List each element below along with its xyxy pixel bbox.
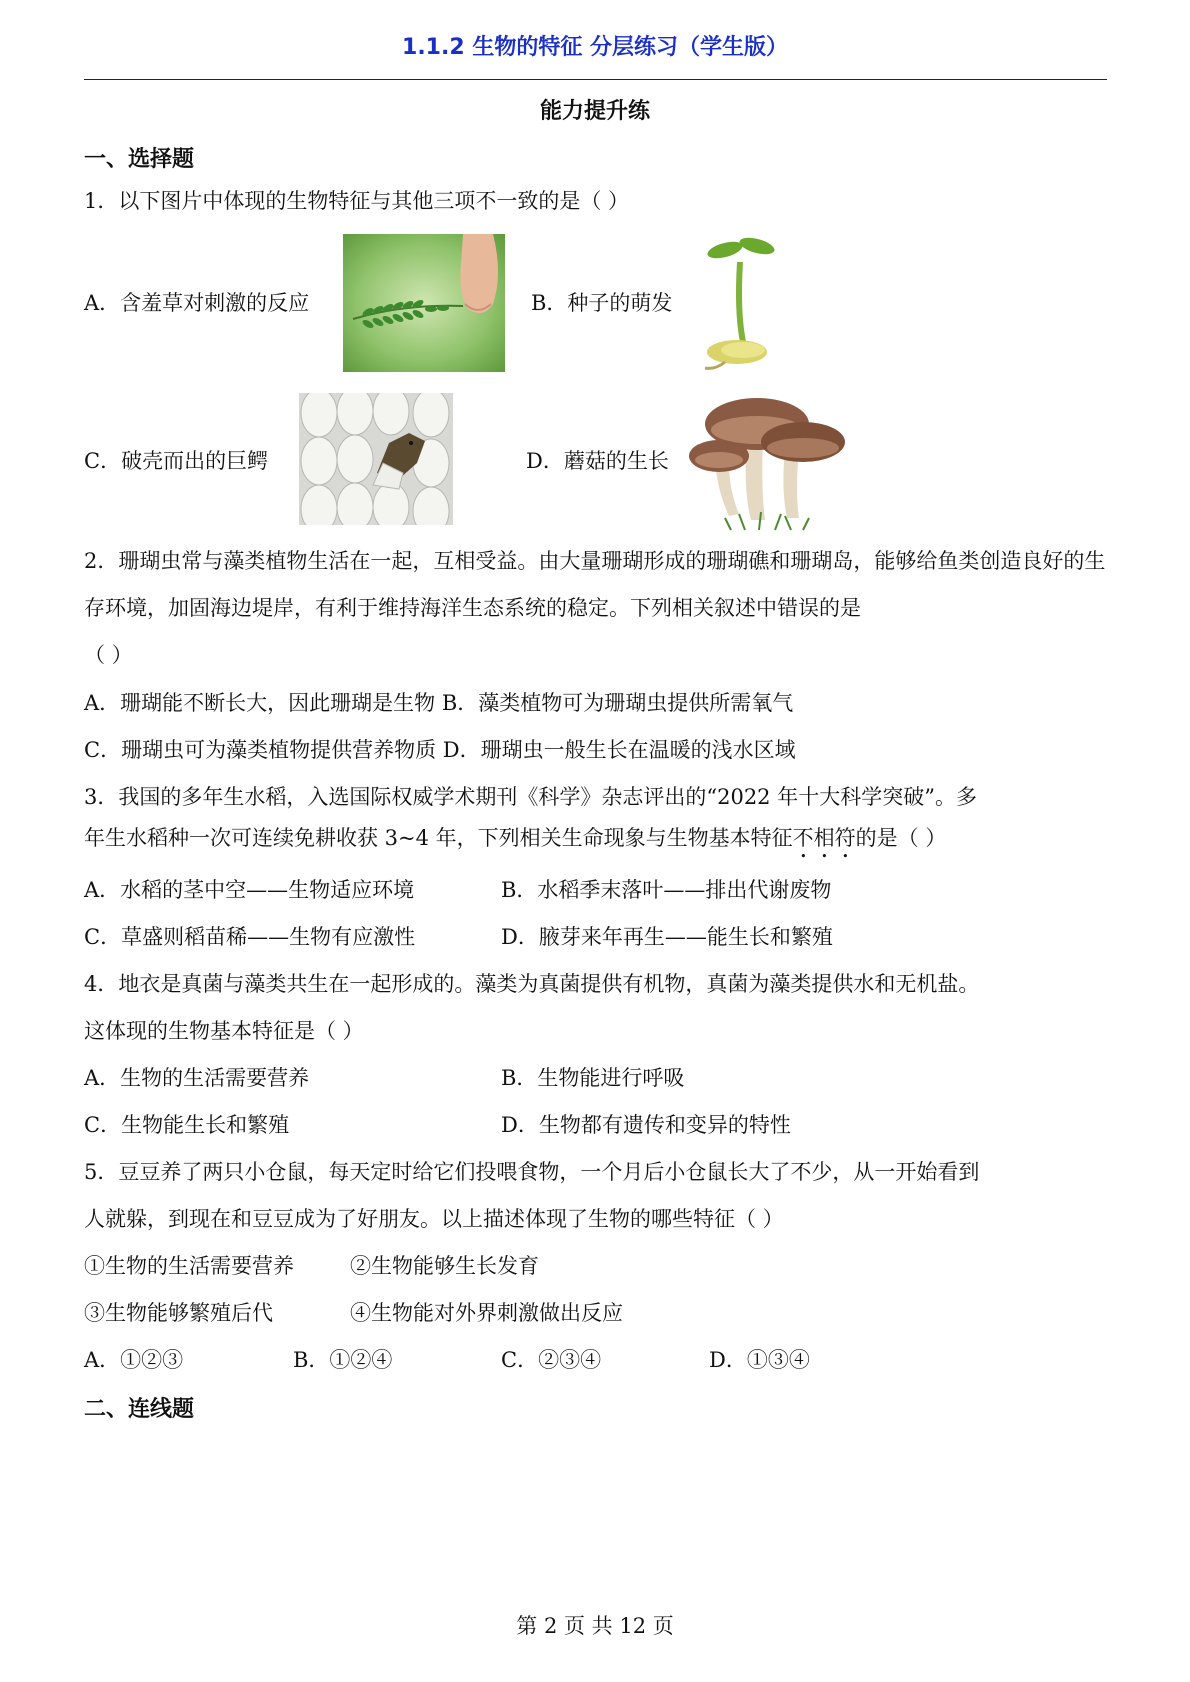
q1-option-b: B．种子的萌发 bbox=[531, 291, 673, 315]
mushroom-image bbox=[685, 390, 849, 534]
q3-stem-tail: 的是（ ） bbox=[855, 826, 947, 850]
q2-options-row1: A．珊瑚能不断长大，因此珊瑚是生物 B．藻类植物可为珊瑚虫提供所需氧气 bbox=[84, 691, 794, 715]
section-title: 能力提升练 bbox=[539, 99, 650, 124]
q3-option-a: A．水稻的茎中空——生物适应环境 bbox=[84, 878, 415, 902]
q5-statement-4: ④生物能对外界刺激做出反应 bbox=[350, 1301, 623, 1325]
crocodile-hatching-image bbox=[299, 393, 453, 525]
q5-option-b: B．①②④ bbox=[293, 1348, 393, 1372]
seedling-image bbox=[695, 232, 795, 374]
header-divider bbox=[84, 79, 1107, 80]
q3-option-b: B．水稻季末落叶——排出代谢废物 bbox=[501, 878, 832, 902]
page-header-title: 1.1.2 生物的特征 分层练习（学生版） bbox=[402, 35, 788, 60]
q3-option-d: D．腋芽来年再生——能生长和繁殖 bbox=[501, 925, 833, 949]
q4-stem-line1: 4．地衣是真菌与藻类共生在一起形成的。藻类为真菌提供有机物，真菌为藻类提供水和无机盐。 bbox=[84, 972, 980, 996]
q5-stem-line2: 人就躲，到现在和豆豆成为了好朋友。以上描述体现了生物的哪些特征（ ） bbox=[84, 1207, 784, 1231]
q3-stem-line1: 3．我国的多年生水稻，入选国际权威学术期刊《科学》杂志评出的“2022 年十大科学突破”。多 bbox=[84, 785, 977, 809]
q5-option-c: C．②③④ bbox=[501, 1348, 602, 1372]
q4-option-b: B．生物能进行呼吸 bbox=[501, 1066, 685, 1090]
q5-statement-2: ②生物能够生长发育 bbox=[350, 1254, 539, 1278]
q1-option-d: D．蘑菇的生长 bbox=[526, 449, 669, 473]
part2-heading: 二、连线题 bbox=[84, 1397, 195, 1422]
q3-emphasis: 不相符 bbox=[792, 826, 856, 850]
q1-stem: 1．以下图片中体现的生物特征与其他三项不一致的是（ ） bbox=[84, 189, 630, 213]
q2-options-row2: C．珊瑚虫可为藻类植物提供营养物质 D．珊瑚虫一般生长在温暖的浅水区域 bbox=[84, 738, 796, 762]
q5-option-a: A．①②③ bbox=[84, 1348, 184, 1372]
q5-option-d: D．①③④ bbox=[709, 1348, 810, 1372]
q4-option-c: C．生物能生长和繁殖 bbox=[84, 1113, 290, 1137]
q5-stem-line1: 5．豆豆养了两只小仓鼠，每天定时给它们投喂食物，一个月后小仓鼠长大了不少，从一开始看到 bbox=[84, 1160, 980, 1184]
q1-option-a: A．含羞草对刺激的反应 bbox=[84, 291, 310, 315]
q3-stem-text: 年生水稻种一次可连续免耕收获 3~4 年，下列相关生命现象与生物基本特征 bbox=[84, 826, 793, 850]
q1-option-c: C．破壳而出的巨鳄 bbox=[84, 449, 269, 473]
q3-stem-line2 bbox=[84, 823, 946, 863]
q5-statement-1: ①生物的生活需要营养 bbox=[84, 1254, 294, 1278]
q2-stem: 2．珊瑚虫常与藻类植物生活在一起，互相受益。由大量珊瑚形成的珊瑚礁和珊瑚岛，能够给鱼类创造良好的生存环境，加固海边堤岸，有利于维持海洋生态系统的稳定。下列相关叙述中错误的是 bbox=[84, 549, 1106, 620]
q4-option-d: D．生物都有遗传和变异的特性 bbox=[501, 1113, 791, 1137]
q2-paren: （ ） bbox=[84, 643, 133, 667]
mimosa-image bbox=[343, 234, 505, 372]
q4-option-a: A．生物的生活需要营养 bbox=[84, 1066, 310, 1090]
q4-stem-line2: 这体现的生物基本特征是（ ） bbox=[84, 1019, 364, 1043]
q3-option-c: C．草盛则稻苗稀——生物有应激性 bbox=[84, 925, 416, 949]
page-footer: 第 2 页 共 12 页 bbox=[516, 1614, 674, 1638]
part1-heading: 一、选择题 bbox=[84, 147, 195, 172]
q5-statement-3: ③生物能够繁殖后代 bbox=[84, 1301, 273, 1325]
